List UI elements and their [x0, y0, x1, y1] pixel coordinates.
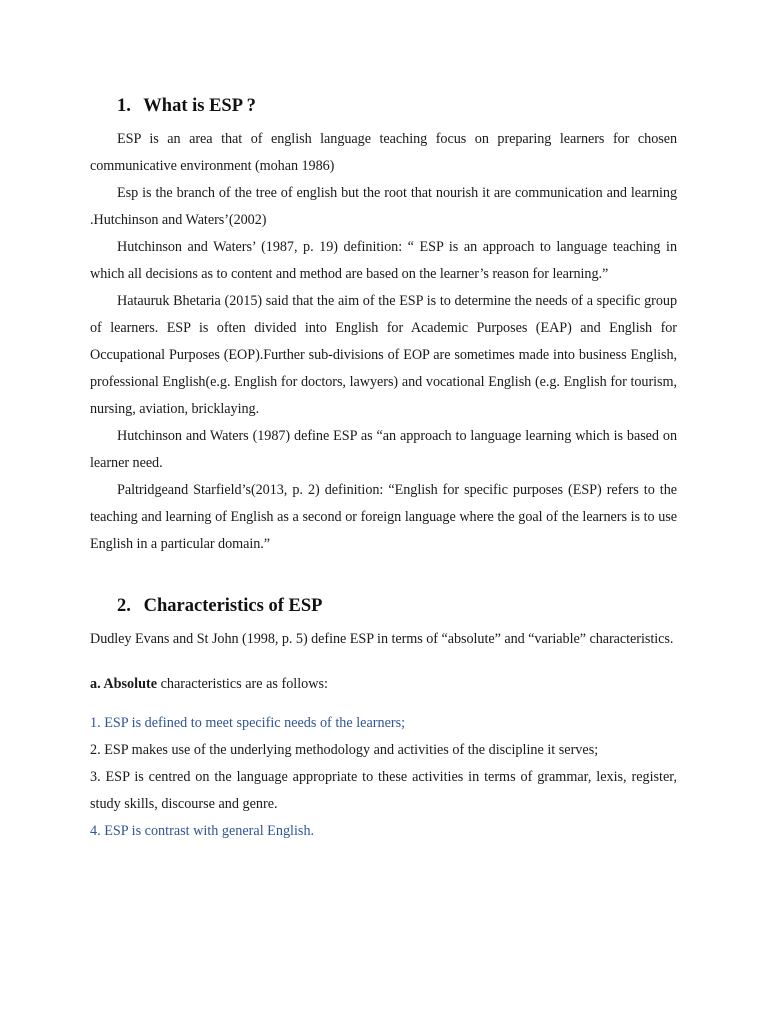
- section-number: 2.: [117, 596, 131, 616]
- section-title: What is ESP ?: [143, 96, 256, 116]
- paragraph: Paltridgeand Starfield’s(2013, p. 2) definition: “English for specific purposes (ESP) refers to the teaching and learning of English as a second or foreign language where the goal of the learners is to use English in a particular domain.”: [90, 482, 677, 552]
- list-item: 1. ESP is defined to meet specific needs of the learners;: [90, 715, 406, 731]
- paragraph: Hutchinson and Waters’ (1987, p. 19) definition: “ ESP is an approach to language teaching in which all decisions as to content and method are based on the learner’s reason for learning.”: [90, 239, 677, 282]
- section-heading-2: [90, 592, 677, 620]
- list-item: 4. ESP is contrast with general English.: [90, 823, 315, 839]
- section-heading-1: [90, 92, 677, 120]
- section-body: [90, 626, 677, 845]
- document-page: [90, 92, 677, 845]
- list-item: 3. ESP is centred on the language appropriate to these activities in terms of grammar, lexis, register, study skills, discourse and genre.: [90, 769, 677, 812]
- paragraph: ESP is an area that of english language teaching focus on preparing learners for chosen communicative environment (mohan 1986): [90, 131, 677, 174]
- subheading-text: characteristics are as follows:: [157, 676, 328, 692]
- section-title: Characteristics of ESP: [143, 596, 323, 616]
- paragraph: Hutchinson and Waters (1987) define ESP as “an approach to language learning which is based on learner need.: [90, 428, 677, 471]
- section-number: 1.: [117, 96, 131, 116]
- paragraph: Esp is the branch of the tree of english but the root that nourish it are communication and learning .Hutchinson and Waters’(2002): [90, 185, 677, 228]
- section-body: [90, 126, 677, 558]
- subheading-absolute: [90, 671, 677, 698]
- intro-paragraph: Dudley Evans and St John (1998, p. 5) define ESP in terms of “absolute” and “variable” characteristics.: [90, 631, 674, 647]
- section-characteristics: [90, 592, 677, 845]
- paragraph: Hatauruk Bhetaria (2015) said that the aim of the ESP is to determine the needs of a specific group of learners. ESP is often divided into English for Academic Purposes (EAP) and English for Occupational Purposes (EOP).Further sub-divisions of EOP are sometimes made into business English, professional English(e.g. English for doctors, lawyers) and vocational English (e.g. English for tourism, nursing, aviation, bricklaying.: [90, 293, 677, 417]
- characteristics-list: [90, 710, 677, 845]
- subheading-label: a. Absolute: [90, 676, 158, 692]
- section-what-is-esp: [90, 92, 677, 558]
- list-item: 2. ESP makes use of the underlying methodology and activities of the discipline it serves;: [90, 742, 599, 758]
